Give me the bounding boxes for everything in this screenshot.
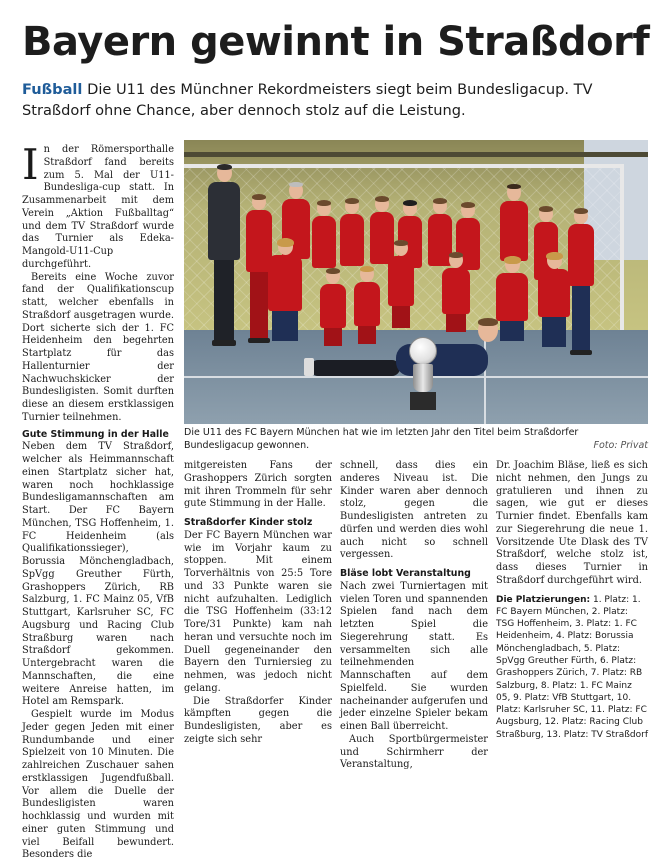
paragraph-intro: [22, 140, 174, 272]
paragraph: mitgereisten Fans der Grashoppers Zürich sorgten mit ihren Trommeln für sehr gute Stimmung in der Halle.: [184, 460, 332, 510]
subheading-kinder-stolz: Straßdorfer Kinder stolz: [184, 517, 313, 528]
ranking-box: [496, 594, 648, 742]
coach-figure: [500, 184, 528, 264]
article-column-2: [184, 460, 332, 745]
paragraph: Nach zwei Turniertagen mit vielen Toren und spannenden Spielen fand nach dem letzten Spiel die Siegerehrung statt. Es versammelten sich alle teilnehmenden Mannschaften auf dem Spielfeld. Sie wurden nacheinander aufgerufen und jeder einzelne Spieler bekam einen Ball überreicht.: [340, 580, 488, 732]
player-figure: [568, 208, 594, 358]
article-column-1: [22, 140, 174, 861]
paragraph: Neben dem TV Straßdorf, welcher als Heimmannschaft einen Startplatz sicher hat, waren noch hochklassige Bundesligamannschaften am Start. Der FC Bayern München, TSG Hoffenheim, 1. FC Heidenheim (als Qualifikationssieger), Borussia Mönchengladbach, SpVgg Greuther Fürth, Grashoppers Zürich, RB Salzburg, 1. FC Mainz 05, VfB Stuttgart, Karlsruher SC, FC Augsburg und Racing Club Straßburg waren nach Straßdorf gekommen. Untergebracht waren die Mannschaften, die eine weitere Anreise hatten, im Hotel am Remspark.: [22, 441, 174, 708]
article-column-4: [496, 460, 649, 740]
trophy-base: [410, 392, 436, 410]
drop-cap: I: [22, 140, 39, 189]
ranking-label: Die Platzierungen:: [496, 594, 591, 605]
intro-text: n der Römersporthalle Straßdorf fand bereits zum 5. Mal der U11-Bundesliga-cup statt. In Zusammenarbeit mit dem Verein „Aktion Fußballtag“ und dem TV Straßdorf wurde das Turnier als Edeka-Mangold-U11-Cup durchgeführt.: [22, 144, 174, 270]
paragraph: schnell, dass dies ein anderes Niveau ist. Die Kinder waren aber dennoch stolz, gegen die Bundesligisten antreten zu dürfen und werden dies wohl auch nicht so schnell vergessen.: [340, 460, 488, 561]
ranking-text: 1. Platz: 1. FC Bayern München, 2. Platz: TSG Hoffenheim, 3. Platz: 1. FC Heidenheim, 4. Platz: Borussia Mönchengladbach, 5. Platz: SpVgg Greuther Fürth, 6. Platz: Grashoppers Zürich, 7. Platz: RB Salzburg, 8. Platz: 1. FC Mainz 05, 9. Platz: VfB Stuttgart, 10. Platz: Karlsruher SC, 11. Platz: FC Augsburg, 12. Platz: Racing Club Straßburg, 13. Platz: TV Straßdorf: [496, 594, 649, 740]
hall-beam: [184, 152, 648, 157]
subheading-blaese: Bläse lobt Veranstaltung: [340, 568, 471, 579]
player-figure: [268, 238, 302, 348]
paragraph: Bereits eine Woche zuvor fand der Qualifikationscup statt, welcher ebenfalls in Straßdorf ausgetragen wurde. Dort sicherte sich der 1. FC Heidenheim den begehrten Startplatz für das Hallenturnier der Nachwuchskicker der Bundesligisten. Somit durften diese an diesem erstklassigen Turnier teilnehmen.: [22, 271, 174, 423]
player-figure: [538, 252, 570, 352]
coach-figure: [208, 164, 240, 348]
team-photo: [184, 140, 648, 424]
trophy: [413, 364, 433, 392]
subheading-stimmung: Gute Stimmung in der Halle: [22, 428, 169, 440]
football: [409, 337, 437, 365]
caption-text: Die U11 des FC Bayern München hat wie im letzten Jahr den Titel beim Straßdorfer Bundesligacup gewonnen.: [184, 427, 579, 451]
photo-credit: Foto: Privat: [593, 439, 648, 451]
subhead-kicker: Fußball: [22, 81, 83, 98]
article-column-3: [340, 460, 488, 771]
goal-crossbar: [184, 164, 624, 168]
paragraph: Die Straßdorfer Kinder kämpften gegen die Bundesligisten, aber es zeigte sich sehr: [184, 695, 332, 745]
player-figure: [312, 200, 336, 270]
goal-post: [620, 164, 624, 354]
paragraph: Auch Sportbürgermeister und Schirmherr der Veranstaltung,: [340, 733, 488, 771]
paragraph: Gespielt wurde im Modus Jeder gegen Jeden mit einer Rundumbande und einer Spielzeit von 10 Minuten. Die zahlreichen Zuschauer sahen erstklassigen Jugendfußball. Vor allem die Duelle der Bundesligisten waren hochklassig und wurden mit einer guten Stimmung und viel Beifall bewundert. Besonders die: [22, 709, 174, 861]
subhead-text: Die U11 des Münchner Rekordmeisters siegt beim Bundesligacup. TV Straßdorf ohne Chance, aber dennoch stolz auf die Leistung.: [22, 81, 593, 119]
paragraph: Der FC Bayern München war wie im Vorjahr kaum zu stoppen. Mit einem Torverhältnis von 25:5 Tore und 33 Punkte waren sie nicht aufzuhalten. Lediglich die TSG Hoffenheim (33:12 Tore/31 Punkte) kam nah heran und versuchte noch im Duell gegeneinander den Bayern den Turniersieg zu nehmen, was jedoch nicht gelang.: [184, 529, 332, 694]
photo-caption: [184, 427, 648, 452]
headline: Bayern gewinnt in Straßdorf: [22, 19, 650, 65]
player-figure: [388, 240, 414, 330]
subhead: [22, 79, 652, 121]
player-figure: [340, 198, 364, 268]
paragraph: Dr. Joachim Bläse, ließ es sich nicht nehmen, den Jungs zu gratulieren und ihnen zu sagen, wie gut er dieses Turnier findet. Ebenfalls kam zur Siegerehrung die neue 1. Vorsitzende Ute Dlask des TV Straßdorf, welche stolz ist, dass dieses Turnier in Straßdorf durchgeführt wird.: [496, 460, 648, 586]
